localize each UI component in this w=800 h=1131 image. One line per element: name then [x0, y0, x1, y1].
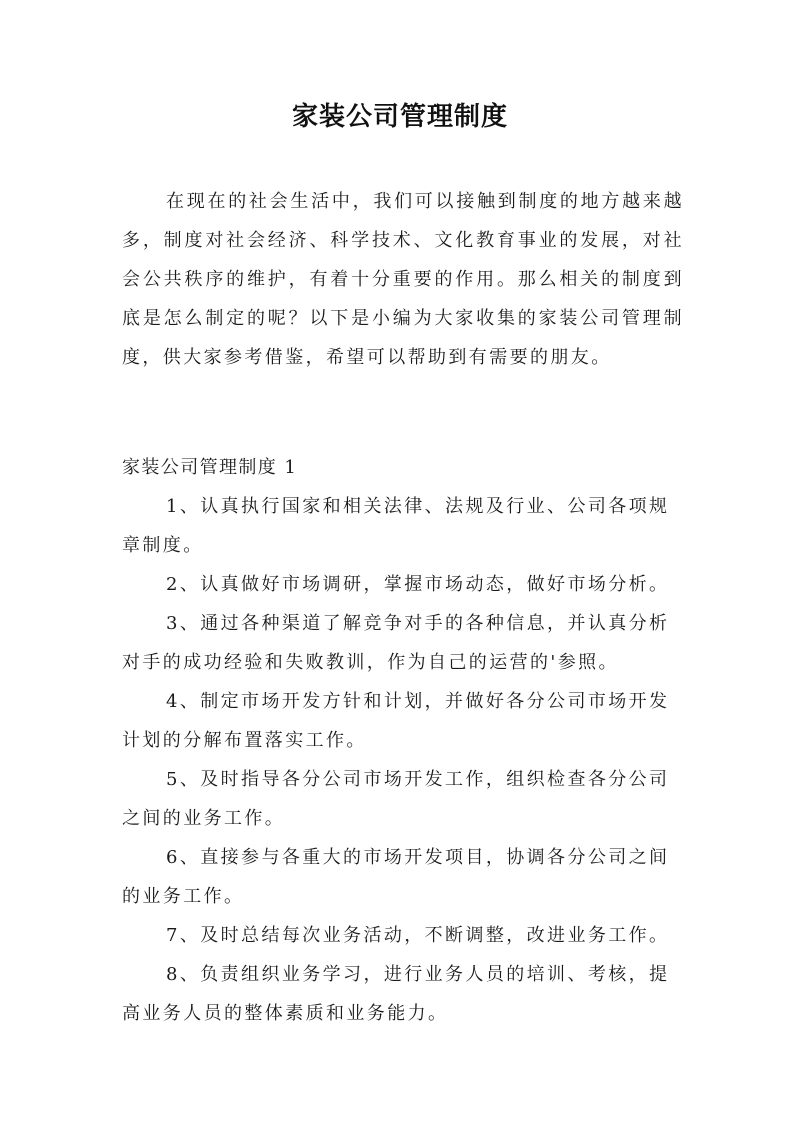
section-heading: 家装公司管理制度 1 [122, 457, 298, 478]
rule-item-7: 7、及时总结每次业务活动，不断调整，改进业务工作。 [166, 925, 670, 946]
rule-item-3: 3、通过各种渠道了解竞争对手的各种信息，并认真分析对手的成功经验和失败教训，作为自己的运营的'参照。 [122, 613, 670, 673]
rule-item-2: 2、认真做好市场调研，掌握市场动态，做好市场分析。 [166, 574, 670, 595]
rule-item-4: 4、制定市场开发方针和计划，并做好各分公司市场开发计划的分解布置落实工作。 [122, 691, 670, 751]
intro-paragraph: 在现在的社会生活中，我们可以接触到制度的地方越来越多，制度对社会经济、科学技术、文化教育事业的发展，对社会公共秩序的维护，有着十分重要的作用。那么相关的制度到底是怎么制定的呢？以下是小编为大家收集的家装公司管理制度，供大家参考借鉴，希望可以帮助到有需要的朋友。 [122, 191, 684, 368]
rule-item-5: 5、及时指导各分公司市场开发工作，组织检查各分公司之间的业务工作。 [122, 769, 670, 829]
rules-list [122, 487, 684, 1033]
rule-item-8: 8、负责组织业务学习，进行业务人员的培训、考核，提高业务人员的整体素质和业务能力。 [122, 964, 670, 1024]
document-title: 家装公司管理制度 [291, 102, 508, 132]
rule-item-6: 6、直接参与各重大的市场开发项目，协调各分公司之间的业务工作。 [122, 847, 670, 907]
rule-item-1: 1、认真执行国家和相关法律、法规及行业、公司各项规章制度。 [122, 496, 670, 556]
